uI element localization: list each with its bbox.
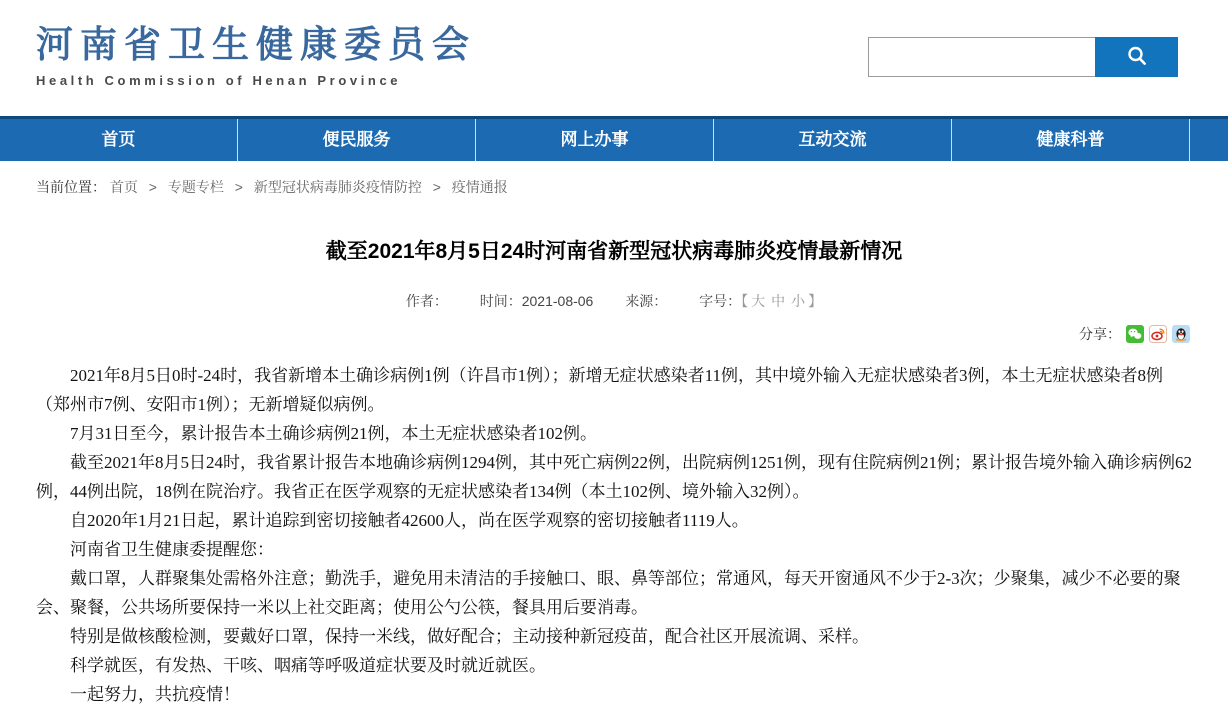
breadcrumb-epidemic-bulletin[interactable]: 疫情通报	[451, 179, 508, 195]
article-paragraph: 一起努力，共抗疫情！	[70, 685, 240, 704]
fontsize-bracket-close: 】	[808, 293, 823, 309]
breadcrumb-home[interactable]: 首页	[109, 179, 138, 195]
breadcrumb-covid-prevention[interactable]: 新型冠状病毒肺炎疫情防控	[253, 179, 422, 195]
fontsize-large-button[interactable]: 大	[751, 293, 766, 309]
article-paragraph: 戴口罩，人群聚集处需格外注意；勤洗手，避免用未清洁的手接触口、眼、鼻等部位；常通风，每天开窗通风不少于2-3次；少聚集，减少不必要的聚会、聚餐，公共场所要保持一米以上社交距离；使用公勺公筷，餐具用后要消毒。	[36, 569, 1181, 617]
meta-fontsize-label: 字号：	[699, 293, 742, 309]
fontsize-medium-button[interactable]: 中	[771, 293, 786, 309]
meta-author-label: 作者：	[405, 293, 448, 309]
article-paragraph: 7月31日至今，累计报告本土确诊病例21例，本土无症状感染者102例。	[70, 424, 597, 443]
nav-item-health-science[interactable]: 健康科普	[952, 119, 1190, 161]
article-paragraph: 自2020年1月21日起，累计追踪到密切接触者42600人，尚在医学观察的密切接触者1119人。	[70, 511, 749, 530]
share-label: 分享：	[1079, 326, 1121, 342]
meta-time	[480, 293, 594, 309]
fontsize-bracket-open: 【	[741, 293, 749, 309]
site-title-en: Health Commission of Henan Province	[36, 72, 402, 88]
article	[0, 235, 1228, 709]
breadcrumb-separator: >	[234, 179, 243, 195]
article-title: 截至2021年8月5日24时河南省新型冠状病毒肺炎疫情最新情况	[325, 240, 903, 263]
article-paragraph: 2021年8月5日0时-24时，我省新增本土确诊病例1例（许昌市1例）；新增无症状感染者11例，其中境外输入无症状感染者3例，本土无症状感染者8例（郑州市7例、安阳市1例）；无新增疑似病例。	[36, 366, 1164, 414]
search-button[interactable]	[1095, 37, 1178, 77]
fontsize-small-button[interactable]: 小	[791, 293, 806, 309]
breadcrumb	[0, 161, 1228, 213]
article-meta	[0, 291, 1228, 311]
main-nav	[0, 116, 1228, 161]
article-paragraph: 河南省卫生健康委提醒您：	[70, 540, 274, 559]
meta-time-label: 时间：	[479, 293, 522, 309]
breadcrumb-separator: >	[432, 179, 441, 195]
weibo-share-icon[interactable]	[1149, 325, 1167, 343]
search-icon	[1126, 45, 1148, 70]
meta-time-value: 2021-08-06	[521, 293, 594, 309]
meta-fontsize	[699, 293, 822, 309]
article-body	[0, 361, 1228, 709]
breadcrumb-separator: >	[148, 179, 157, 195]
nav-item-interaction[interactable]: 互动交流	[714, 119, 952, 161]
site-header	[0, 0, 1228, 116]
site-title-zh: 河南省卫生健康委员会	[36, 24, 476, 65]
search-box	[868, 37, 1178, 77]
share-bar	[0, 324, 1228, 344]
article-paragraph: 特别是做核酸检测，要戴好口罩，保持一米线，做好配合；主动接种新冠疫苗，配合社区开展流调、采样。	[70, 627, 869, 646]
article-paragraph: 科学就医，有发热、干咳、咽痛等呼吸道症状要及时就近就医。	[70, 656, 546, 675]
wechat-share-icon[interactable]	[1126, 325, 1144, 343]
breadcrumb-label: 当前位置：	[36, 179, 106, 195]
nav-filler	[1190, 119, 1228, 161]
breadcrumb-special-topics[interactable]: 专题专栏	[167, 179, 224, 195]
qq-share-icon[interactable]	[1172, 325, 1190, 343]
site-logo[interactable]	[36, 25, 476, 88]
nav-item-services[interactable]: 便民服务	[238, 119, 476, 161]
nav-item-home[interactable]: 首页	[0, 119, 238, 161]
meta-source-label: 来源：	[625, 293, 668, 309]
article-paragraph: 截至2021年8月5日24时，我省累计报告本地确诊病例1294例，其中死亡病例22例，出院病例1251例，现有住院病例21例；累计报告境外输入确诊病例62例，44例出院，18例在院治疗。我省正在医学观察的无症状感染者134例（本土102例、境外输入32例）。	[36, 453, 1192, 501]
nav-item-online-affairs[interactable]: 网上办事	[476, 119, 714, 161]
search-input[interactable]	[868, 37, 1095, 77]
